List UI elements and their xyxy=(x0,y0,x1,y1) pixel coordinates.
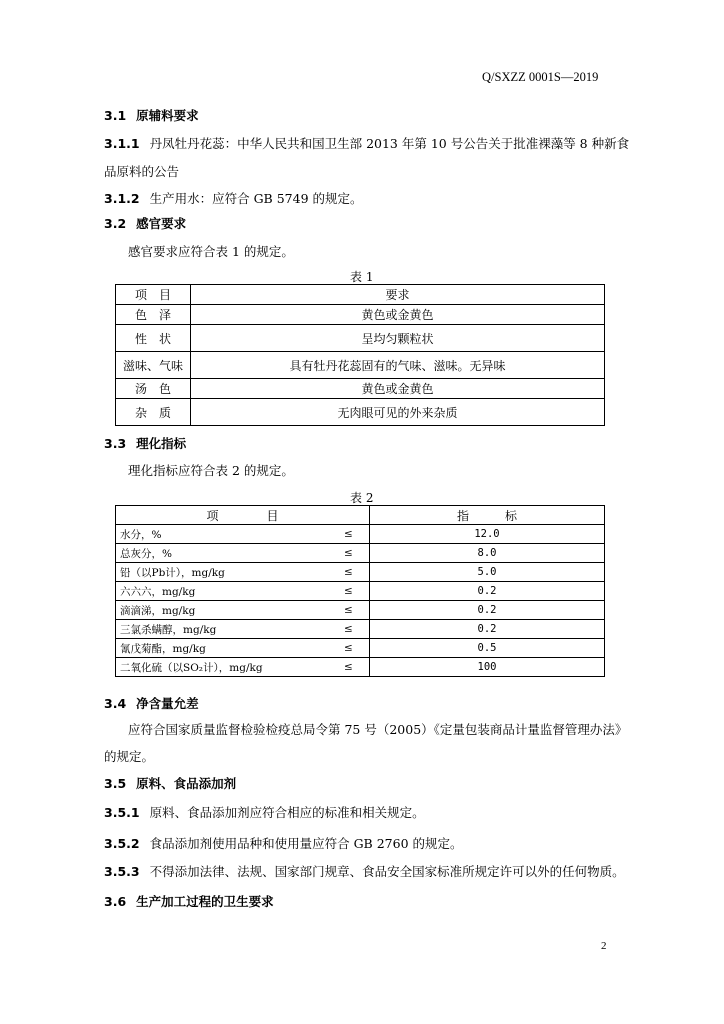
table-cell-item: 三氯杀螨醇，mg/kg xyxy=(116,620,345,639)
table-cell: 无肉眼可见的外来杂质 xyxy=(191,399,605,426)
table-row xyxy=(116,563,605,582)
table-cell-value: 8.0 xyxy=(370,544,605,563)
doc-code: Q/SXZZ 0001S—2019 xyxy=(482,70,599,84)
section-3-2-text: 感官要求应符合表 1 的规定。 xyxy=(128,244,294,259)
table-cell-value: 0.5 xyxy=(370,639,605,658)
table-cell-value: 5.0 xyxy=(370,563,605,582)
clause-text: 原料、食品添加剂应符合相应的标准和相关规定。 xyxy=(149,805,425,820)
table-row xyxy=(116,305,605,325)
section-3-5 xyxy=(104,774,236,792)
table-header-row xyxy=(116,506,605,525)
section-number: 3.1 xyxy=(104,108,127,123)
table-cell-symbol: ≤ xyxy=(344,658,370,677)
table-header-cell: 指 标 xyxy=(370,506,605,525)
section-3-4-text-continued: 的规定。 xyxy=(104,749,155,764)
table-cell-value: 0.2 xyxy=(370,620,605,639)
section-3-4-text: 应符合国家质量监督检验检疫总局令第 75 号（2005）《定量包装商品计量监督管理办法》 xyxy=(128,722,628,737)
section-3-1 xyxy=(104,106,199,124)
page-number: 2 xyxy=(601,940,607,952)
table-cell-symbol: ≤ xyxy=(344,563,370,582)
clause-3-5-2 xyxy=(104,834,463,852)
section-3-3 xyxy=(104,434,186,452)
table-header-cell: 要求 xyxy=(191,285,605,305)
clause-3-5-3 xyxy=(104,862,625,880)
clause-3-1-1 xyxy=(104,134,629,152)
table1-caption: 表 1 xyxy=(350,270,374,284)
section-title: 理化指标 xyxy=(136,436,187,451)
table2-caption: 表 2 xyxy=(350,491,374,505)
table-row xyxy=(116,325,605,352)
table-row xyxy=(116,399,605,426)
table-cell-item: 氰戊菊酯，mg/kg xyxy=(116,639,345,658)
section-number: 3.6 xyxy=(104,894,127,909)
section-3-2 xyxy=(104,214,186,232)
table-row xyxy=(116,352,605,379)
table-row xyxy=(116,582,605,601)
table-cell: 呈均匀颗粒状 xyxy=(191,325,605,352)
table-cell-symbol: ≤ xyxy=(344,639,370,658)
section-3-6 xyxy=(104,892,274,910)
table-cell: 汤 色 xyxy=(116,379,191,399)
table-cell: 杂 质 xyxy=(116,399,191,426)
section-title: 感官要求 xyxy=(136,216,187,231)
table-cell-value: 12.0 xyxy=(370,525,605,544)
table-row xyxy=(116,658,605,677)
clause-number: 3.5.2 xyxy=(104,836,140,851)
table-cell-item: 滴滴涕，mg/kg xyxy=(116,601,345,620)
section-title: 原辅料要求 xyxy=(136,108,199,123)
table-cell: 性 状 xyxy=(116,325,191,352)
table-cell-item: 六六六，mg/kg xyxy=(116,582,345,601)
section-number: 3.5 xyxy=(104,776,127,791)
table-1 xyxy=(115,284,605,426)
section-number: 3.2 xyxy=(104,216,127,231)
section-number: 3.3 xyxy=(104,436,127,451)
clause-number: 3.5.1 xyxy=(104,805,140,820)
table-header-cell: 项 目 xyxy=(116,506,370,525)
table-header-row xyxy=(116,285,605,305)
table-header-cell: 项 目 xyxy=(116,285,191,305)
table-cell-symbol: ≤ xyxy=(344,544,370,563)
table-cell: 黄色或金黄色 xyxy=(191,379,605,399)
table-cell: 黄色或金黄色 xyxy=(191,305,605,325)
table-row xyxy=(116,620,605,639)
table-cell-symbol: ≤ xyxy=(344,620,370,639)
clause-text: 丹凤牡丹花蕊：中华人民共和国卫生部 2013 年第 10 号公告关于批准裸藻等 8 种新食 xyxy=(149,136,630,151)
table-cell-item: 水分，% xyxy=(116,525,345,544)
clause-3-1-1-continued: 品原料的公告 xyxy=(104,164,180,179)
table-cell-symbol: ≤ xyxy=(344,582,370,601)
table-cell-symbol: ≤ xyxy=(344,601,370,620)
table-row xyxy=(116,525,605,544)
clause-3-1-2 xyxy=(104,189,363,207)
clause-number: 3.1.1 xyxy=(104,136,140,151)
section-title: 生产加工过程的卫生要求 xyxy=(136,894,274,909)
section-title: 净含量允差 xyxy=(136,696,199,711)
table-cell-value: 0.2 xyxy=(370,582,605,601)
table-cell: 具有牡丹花蕊固有的气味、滋味。无异味 xyxy=(191,352,605,379)
table-cell-item: 铅（以Pb计），mg/kg xyxy=(116,563,345,582)
table-cell-symbol: ≤ xyxy=(344,525,370,544)
table-cell-value: 0.2 xyxy=(370,601,605,620)
section-3-3-text: 理化指标应符合表 2 的规定。 xyxy=(128,463,294,478)
table-cell-item: 二氧化硫（以SO₂计），mg/kg xyxy=(116,658,345,677)
section-title: 原料、食品添加剂 xyxy=(136,776,237,791)
clause-3-5-1 xyxy=(104,803,425,821)
table-2 xyxy=(115,505,605,677)
table-cell: 色 泽 xyxy=(116,305,191,325)
clause-number: 3.1.2 xyxy=(104,191,140,206)
clause-text: 食品添加剂使用品种和使用量应符合 GB 2760 的规定。 xyxy=(149,836,463,851)
table-cell-item: 总灰分，% xyxy=(116,544,345,563)
clause-number: 3.5.3 xyxy=(104,864,140,879)
table-row xyxy=(116,601,605,620)
section-3-4 xyxy=(104,694,199,712)
table-cell-value: 100 xyxy=(370,658,605,677)
table-cell: 滋味、气味 xyxy=(116,352,191,379)
clause-text: 生产用水：应符合 GB 5749 的规定。 xyxy=(149,191,363,206)
table-row xyxy=(116,379,605,399)
table-row xyxy=(116,639,605,658)
table-row xyxy=(116,544,605,563)
section-number: 3.4 xyxy=(104,696,127,711)
clause-text: 不得添加法律、法规、国家部门规章、食品安全国家标准所规定许可以外的任何物质。 xyxy=(149,864,625,879)
